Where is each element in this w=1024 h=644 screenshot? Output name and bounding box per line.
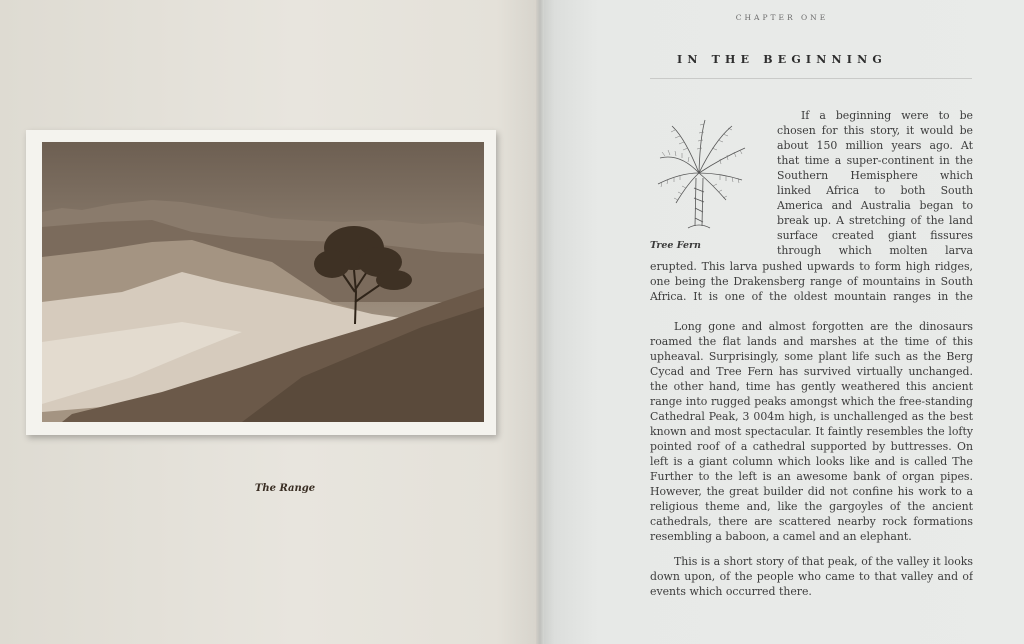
text-line: the other hand, time has gently weathered this ancient xyxy=(650,380,973,393)
text-line: surface created giant fissures xyxy=(777,229,973,242)
text-line: break up. A stretching of the land xyxy=(777,214,973,227)
text-line: left is a giant column which looks like and is called The xyxy=(650,455,973,468)
text-line: erupted. This larva pushed upwards to form high ridges, xyxy=(650,260,973,273)
paragraph-1-full xyxy=(650,259,973,304)
text-line: range into rugged peaks amongst which the free-standing xyxy=(650,395,973,408)
book-gutter xyxy=(536,0,544,644)
text-line: about 150 million years ago. At xyxy=(777,139,973,152)
text-line: upheaval. Surprisingly, some plant life such as the Berg xyxy=(650,350,973,363)
text-line: pointed roof of a cathedral supported by buttresses. On xyxy=(650,440,973,453)
text-line: events which occurred there. xyxy=(650,585,812,598)
figure-caption: Tree Fern xyxy=(650,240,701,251)
text-line: religious theme and, like the gargoyles of the ancient xyxy=(650,500,973,513)
text-line: roamed the flat lands and marshes at the time of this xyxy=(650,335,973,348)
photo-caption: The Range xyxy=(254,483,316,494)
text-line: that time a super-continent in the xyxy=(777,154,973,167)
title-rule xyxy=(650,78,972,79)
text-line: This is a short story of that peak, of the valley it looks xyxy=(674,555,973,568)
paragraph-2 xyxy=(650,319,973,544)
text-line: Africa. It is one of the oldest mountain ranges in the xyxy=(650,290,973,303)
paragraph-3 xyxy=(650,554,973,599)
text-line: known and most spectacular. It faintly resembles the lofty xyxy=(650,425,973,438)
text-line: chosen for this story, it would be xyxy=(777,124,973,137)
text-line: America and Australia began to xyxy=(777,199,973,212)
mountain-range-photo xyxy=(42,142,484,422)
tree-fern-illustration xyxy=(650,118,760,233)
text-line: However, the great builder did not confine his work to a xyxy=(650,485,973,498)
paragraph-1-wrapped xyxy=(777,108,973,258)
text-line: through which molten larva xyxy=(777,244,973,257)
chapter-label: CHAPTER ONE xyxy=(735,13,829,22)
text-line: Long gone and almost forgotten are the dinosaurs xyxy=(674,320,973,333)
text-line: one being the Drakensberg range of mountains in South xyxy=(650,275,973,288)
text-line: cathedrals, there are scattered nearby rock formations xyxy=(650,515,973,528)
text-line: Southern Hemisphere which xyxy=(777,169,973,182)
text-line: If a beginning were to be xyxy=(801,109,973,122)
text-line: linked Africa to both South xyxy=(777,184,973,197)
text-line: Further to the left is an awesome bank of organ pipes. xyxy=(650,470,973,483)
text-line: down upon, of the people who came to that valley and of xyxy=(650,570,973,583)
text-line: Cathedral Peak, 3 004m high, is unchallenged as the best xyxy=(650,410,973,423)
text-line: Cycad and Tree Fern has survived virtually unchanged. xyxy=(650,365,973,378)
text-line: resembling a baboon, a camel and an elephant. xyxy=(650,530,912,543)
chapter-title: IN THE BEGINNING xyxy=(677,53,887,66)
